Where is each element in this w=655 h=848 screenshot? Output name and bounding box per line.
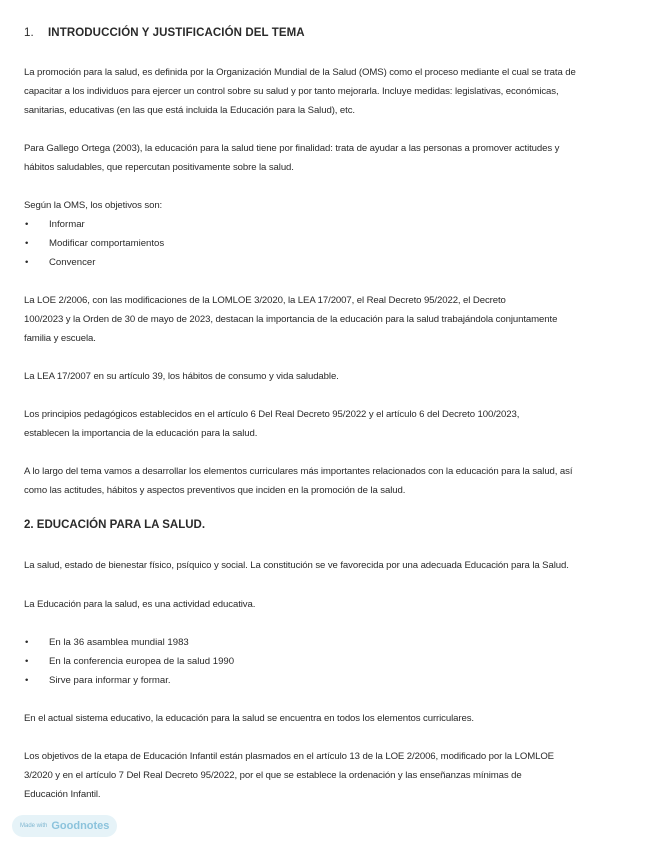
list-item: • En la conferencia europea de la salud 1990: [25, 656, 235, 667]
paragraph-legislacion: La LOE 2/2006, con las modificaciones de la LOMLOE 3/2020, la LEA 17/2007, el Real Decreto 95/2022, el Decreto 100/2023 y la Orden de 30 de mayo de 2023, destacan la importancia de la educación para la salud trabajándola conjuntamente familia y escuela.: [24, 295, 558, 344]
made-with-goodnotes-badge[interactable]: [12, 815, 117, 837]
paragraph-principios: Los principios pedagógicos establecidos en el artículo 6 Del Real Decreto 95/2022 y el artículo 6 del Decreto 100/2023, establecen la importancia de la educación para la salud.: [24, 409, 520, 439]
made-with-label: Made with: [20, 823, 48, 829]
list-item: • Informar: [25, 219, 85, 230]
list-item: • Sirve para informar y formar.: [25, 675, 171, 686]
section-1-title: INTRODUCCIÓN Y JUSTIFICACIÓN DEL TEMA: [48, 27, 305, 39]
list-item: • Convencer: [25, 257, 96, 268]
paragraph-gallego-ortega: Para Gallego Ortega (2003), la educación para la salud tiene por finalidad: trata de ayudar a las personas a promover actitudes y hábitos saludables, que repercutan positivamente sobre la salud.: [24, 143, 560, 173]
section-1-heading: [24, 27, 305, 39]
goodnotes-logo: Goodnotes: [51, 820, 110, 832]
paragraph-sistema-educativo: En el actual sistema educativo, la educación para la salud se encuentra en todos los elementos curriculares.: [24, 713, 474, 724]
section-2-heading: 2. EDUCACIÓN PARA LA SALUD.: [24, 519, 206, 531]
paragraph-promocion: La promoción para la salud, es definida por la Organización Mundial de la Salud (OMS) como el proceso mediante el cual se trata de capacitar a los individuos para ejercer un control sobre su salud y por tanto mejorarla. Incluye medidas: legislativas, económicas, sanitarias, educativas (en las que está incluida la Educación para la Salud), etc.: [24, 67, 576, 116]
paragraph-objetivos-etapa: Los objetivos de la etapa de Educación Infantil están plasmados en el artículo 13 de la LOE 2/2006, modificado por la LOMLOE 3/2020 y en el artículo 7 Del Real Decreto 95/2022, por el que se establece la ordenación y las enseñanzas mínimas de Educación Infantil.: [24, 751, 554, 800]
paragraph-lea: La LEA 17/2007 en su artículo 39, los hábitos de consumo y vida saludable.: [24, 371, 339, 382]
paragraph-salud: La salud, estado de bienestar físico, psíquico y social. La constitución se ve favorecida por una adecuada Educación para la Salud.: [24, 560, 569, 571]
paragraph-objetivos-oms: Según la OMS, los objetivos son:: [24, 200, 163, 211]
list-item: • Modificar comportamientos: [25, 238, 165, 249]
paragraph-a-lo-largo: A lo largo del tema vamos a desarrollar los elementos curriculares más importantes relacionados con la educación para la salud, así como las actitudes, hábitos y aspectos preventivos que inciden en la promoción de la salud.: [24, 466, 573, 496]
paragraph-educacion: La Educación para la salud, es una actividad educativa.: [24, 599, 256, 610]
section-1-number: 1.: [24, 27, 34, 39]
list-item: • En la 36 asamblea mundial 1983: [25, 637, 189, 648]
